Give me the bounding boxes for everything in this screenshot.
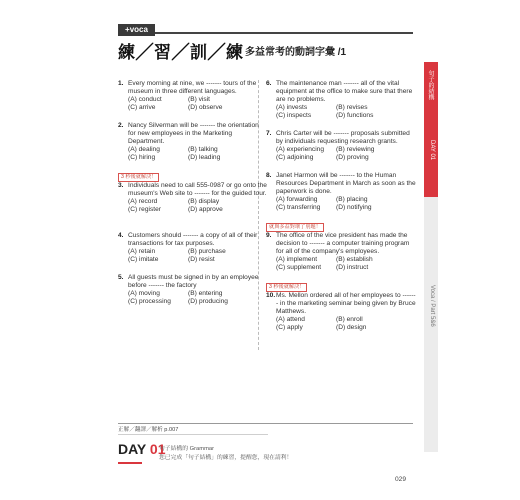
question-stem: Individuals need to call 555-0987 or go onto the museum's Web site to ------- for the guided tour. — [128, 182, 267, 198]
question-options — [276, 256, 416, 272]
option-c[interactable]: (C) supplement — [276, 264, 322, 272]
page-subtitle: 多益常考的動詞字彙 /1 — [245, 47, 347, 58]
hint-tag: 3 秒後就解決！ — [266, 283, 307, 292]
option-d[interactable]: (D) functions — [336, 112, 374, 120]
page-title: 練╱習╱訓╱練 — [118, 43, 244, 62]
question-number: 9. — [266, 232, 272, 239]
question-number: 10. — [266, 292, 276, 299]
question-options — [128, 146, 268, 162]
question-options — [128, 198, 268, 214]
question-options — [128, 96, 268, 112]
footer-grammar-title: 句子結構的 Grammar — [159, 446, 215, 452]
option-c[interactable]: (C) imitate — [128, 256, 159, 264]
option-d[interactable]: (D) resist — [188, 256, 215, 264]
option-a[interactable]: (A) implement — [276, 256, 318, 264]
day-word: DAY — [118, 441, 147, 457]
question-number: 4. — [118, 232, 124, 239]
option-c[interactable]: (C) adjoining — [276, 154, 314, 162]
question-options — [128, 290, 268, 306]
option-c[interactable]: (C) apply — [276, 324, 303, 332]
question-stem: Customers should ------- a copy of all of their transactions for tax purposes. — [128, 232, 258, 248]
option-d[interactable]: (D) approve — [188, 206, 223, 214]
option-b[interactable]: (B) purchase — [188, 248, 226, 256]
side-tab-day: DAY 01 — [429, 140, 435, 161]
question-8 — [266, 172, 416, 212]
question-options — [276, 316, 416, 332]
question-7 — [266, 130, 416, 162]
option-a[interactable]: (A) dealing — [128, 146, 160, 154]
question-number: 1. — [118, 80, 124, 87]
option-d[interactable]: (D) producing — [188, 298, 228, 306]
question-3 — [118, 182, 268, 214]
option-a[interactable]: (A) invests — [276, 104, 308, 112]
option-c[interactable]: (C) processing — [128, 298, 171, 306]
question-5 — [118, 274, 268, 306]
option-b[interactable]: (B) display — [188, 198, 220, 206]
option-b[interactable]: (B) revises — [336, 104, 368, 112]
option-c[interactable]: (C) hiring — [128, 154, 156, 162]
question-1 — [118, 80, 268, 112]
option-c[interactable]: (C) transferring — [276, 204, 321, 212]
option-b[interactable]: (B) reviewing — [336, 146, 375, 154]
question-2 — [118, 122, 268, 162]
header-rule — [118, 32, 413, 34]
voca-badge: +voca — [118, 24, 155, 36]
question-options — [276, 146, 416, 162]
question-stem: The maintenance man ------- all of the vital equipment at the office to make sure that there are no problems. — [276, 80, 413, 104]
option-d[interactable]: (D) leading — [188, 154, 221, 162]
option-a[interactable]: (A) retain — [128, 248, 156, 256]
question-6 — [266, 80, 416, 120]
option-d[interactable]: (D) proving — [336, 154, 369, 162]
question-stem: Ms. Mellon ordered all of her employees to ------- in the marketing seminar being given by Bruce Matthews. — [276, 292, 416, 316]
option-d[interactable]: (D) instruct — [336, 264, 369, 272]
option-b[interactable]: (B) talking — [188, 146, 218, 154]
question-9 — [266, 232, 416, 272]
option-c[interactable]: (C) register — [128, 206, 161, 214]
question-10 — [266, 292, 416, 332]
question-options — [128, 248, 268, 264]
option-a[interactable]: (A) attend — [276, 316, 305, 324]
question-number: 2. — [118, 122, 124, 129]
option-b[interactable]: (B) placing — [336, 196, 368, 204]
option-b[interactable]: (B) establish — [336, 256, 373, 264]
answers-reference[interactable]: 正解／翻譯／解析 p.007 — [118, 427, 179, 433]
option-a[interactable]: (A) forwarding — [276, 196, 318, 204]
option-b[interactable]: (B) entering — [188, 290, 223, 298]
day-underline — [118, 462, 142, 464]
option-d[interactable]: (D) notifying — [336, 204, 372, 212]
question-stem: Chris Carter will be ------- proposals submitted by individuals requesting research grants. — [276, 130, 410, 146]
question-number: 5. — [118, 274, 124, 281]
question-number: 8. — [266, 172, 272, 179]
question-stem: Nancy Silverman will be ------- the orientation for new employees in the Marketing Department. — [128, 122, 259, 146]
option-a[interactable]: (A) experiencing — [276, 146, 325, 154]
side-tab-part: Voca / Part 5&6 — [429, 285, 435, 327]
question-stem: Every morning at nine, we ------- tours of the museum in three different languages. — [128, 80, 257, 96]
option-d[interactable]: (D) design — [336, 324, 367, 332]
hint-tag: 就與多益對壞了別題！ — [266, 223, 324, 232]
option-a[interactable]: (A) conduct — [128, 96, 162, 104]
option-c[interactable]: (C) arrive — [128, 104, 156, 112]
footer-divider — [118, 434, 268, 435]
page-number: 029 — [395, 476, 407, 483]
option-b[interactable]: (B) visit — [188, 96, 210, 104]
column-divider — [258, 80, 259, 350]
answers-rule — [118, 423, 413, 424]
question-options — [276, 104, 416, 120]
option-c[interactable]: (C) inspects — [276, 112, 312, 120]
day-number: 01 — [149, 441, 166, 457]
question-stem: The office of the vice president has made the decision to ------- a computer training program for all of the company's employees. — [276, 232, 410, 256]
question-number: 7. — [266, 130, 272, 137]
hint-tag: 3 秒後就解決！ — [118, 173, 159, 182]
option-a[interactable]: (A) record — [128, 198, 158, 206]
option-b[interactable]: (B) enroll — [336, 316, 363, 324]
footer-grammar-note: 您已完成「句子結構」的練習，提醒您，現在請利！ — [159, 455, 293, 461]
question-number: 3. — [118, 182, 124, 189]
question-stem: All guests must be signed in by an employee before ------- the factory — [128, 274, 259, 290]
side-tab-label: 句子的結構 — [427, 70, 433, 100]
question-stem: Janet Harmon will be ------- to the Human Resources Department in March as soon as the paperwork is done. — [276, 172, 416, 196]
question-4 — [118, 232, 268, 264]
question-number: 6. — [266, 80, 272, 87]
question-options — [276, 196, 416, 212]
option-a[interactable]: (A) moving — [128, 290, 160, 298]
option-d[interactable]: (D) observe — [188, 104, 223, 112]
